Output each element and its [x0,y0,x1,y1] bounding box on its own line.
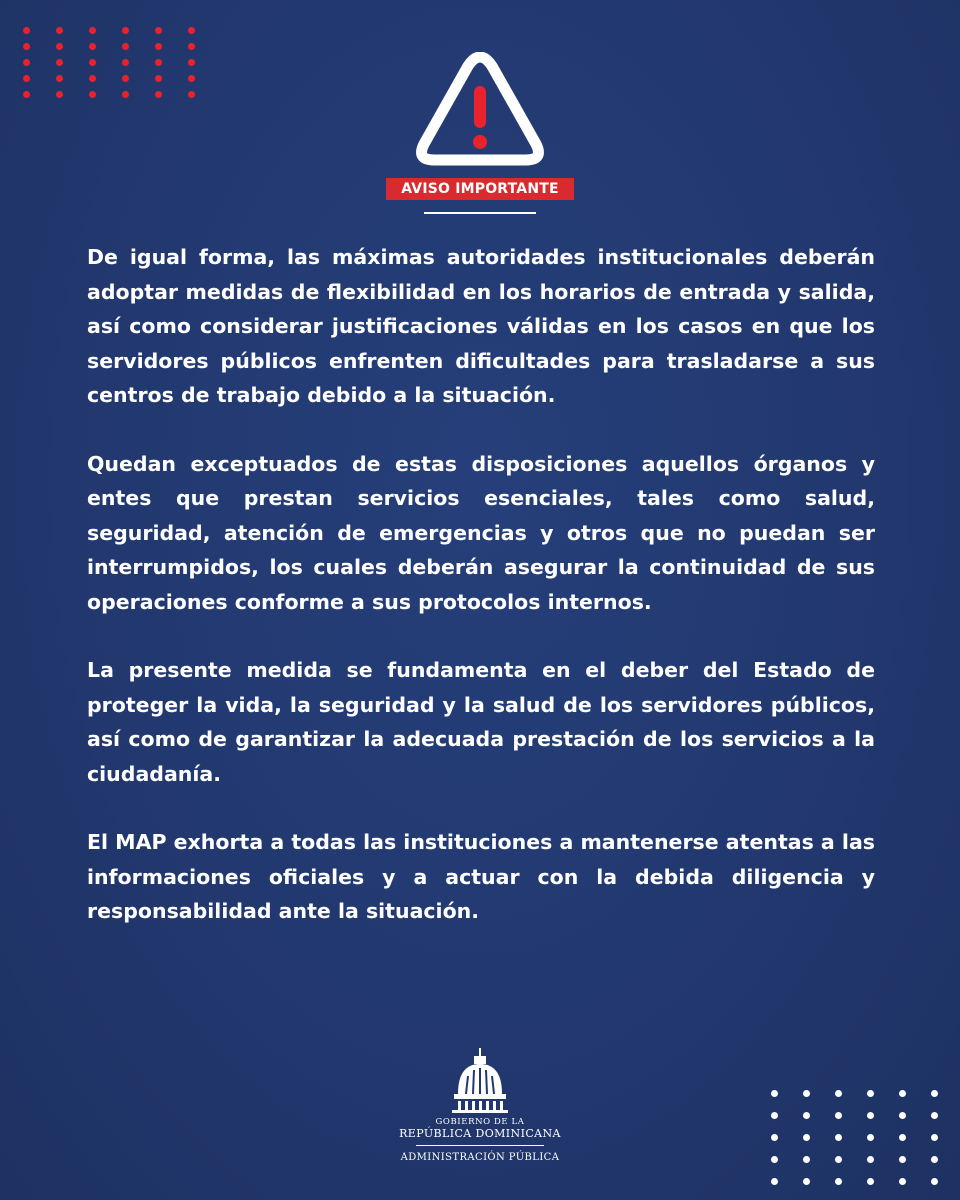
paragraph-1: De igual forma, las máximas autoridades institucionales deberán adoptar medidas de flexibilidad en los horarios de entrada y salida, así como considerar justificaciones válidas en los casos en que los servidores públicos enfrenten dificultades para trasladarse a sus centros de trabajo debido a la situación. [87,245,875,407]
decorative-dot [899,1112,906,1119]
decorative-dot [835,1090,842,1097]
decorative-dot [771,1178,778,1185]
decorative-dot [899,1090,906,1097]
logo-divider [416,1145,544,1146]
decorative-dot [122,43,129,50]
decorative-dot [835,1178,842,1185]
decorative-dot [122,75,129,82]
decorative-dot [56,75,63,82]
decorative-dot [867,1090,874,1097]
decorative-dot [931,1156,938,1163]
decorative-dot [23,27,30,34]
decorative-dot [188,59,195,66]
decorative-dot [89,75,96,82]
decorative-dot [899,1156,906,1163]
logo-text-gobierno: GOBIERNO DE LA [435,1117,525,1127]
decorative-dot [835,1134,842,1141]
decorative-dot [23,75,30,82]
decorative-dot [931,1090,938,1097]
decorative-dot [835,1156,842,1163]
decorative-dot [931,1134,938,1141]
government-dome-icon [452,1048,508,1114]
decorative-dot [803,1134,810,1141]
decorative-dot [23,91,30,98]
decorative-dot [56,43,63,50]
decorative-dot [899,1134,906,1141]
decorative-dot [188,75,195,82]
decorative-dot [867,1134,874,1141]
decorative-dot [89,59,96,66]
decorative-dot [867,1156,874,1163]
decorative-dot [155,75,162,82]
decorative-dot [771,1112,778,1119]
paragraph-3: La presente medida se fundamenta en el deber del Estado de proteger la vida, la seguridad y la salud de los servidores públicos, así como de garantizar la adecuada prestación de los servicios a la ciudadanía. [87,658,875,786]
decorative-dot [867,1178,874,1185]
decorative-dot [803,1090,810,1097]
decorative-dot [155,43,162,50]
notice-badge: AVISO IMPORTANTE [386,178,574,200]
decorative-dot [122,27,129,34]
decorative-dot [188,91,195,98]
paragraph-4: El MAP exhorta a todas las instituciones a mantenerse atentas a las informaciones oficiales y a actuar con la debida diligencia y responsabilidad ante la situación. [87,830,875,923]
government-logo [390,1048,570,1168]
decorative-dot [155,91,162,98]
decorative-dot [188,27,195,34]
decorative-dot [122,91,129,98]
decorative-dot [122,59,129,66]
logo-text-republica: REPÚBLICA DOMINICANA [399,1127,561,1140]
decorative-dot [56,91,63,98]
decorative-dot [931,1112,938,1119]
decorative-dot [56,27,63,34]
decorative-dot [89,27,96,34]
badge-underline [424,212,536,214]
decorative-dot [803,1178,810,1185]
decorative-dot [771,1156,778,1163]
decorative-white-dots [758,1082,950,1192]
decorative-dot [931,1178,938,1185]
logo-text-administracion: ADMINISTRACIÓN PÚBLICA [400,1152,560,1163]
decorative-red-dots [10,22,208,102]
decorative-dot [155,27,162,34]
decorative-dot [899,1178,906,1185]
decorative-dot [56,59,63,66]
decorative-dot [23,43,30,50]
decorative-dot [188,43,195,50]
decorative-dot [771,1090,778,1097]
decorative-dot [155,59,162,66]
decorative-dot [867,1112,874,1119]
decorative-dot [23,59,30,66]
decorative-dot [835,1112,842,1119]
paragraph-2: Quedan exceptuados de estas disposiciones aquellos órganos y entes que prestan servicios esenciales, tales como salud, seguridad, atención de emergencias y otros que no puedan ser interrumpidos, los cuales deberán asegurar la continuidad de sus operaciones conforme a sus protocolos internos. [87,451,875,614]
decorative-dot [89,43,96,50]
warning-triangle-icon [416,52,544,168]
decorative-dot [803,1156,810,1163]
decorative-dot [771,1134,778,1141]
decorative-dot [803,1112,810,1119]
notice-body [87,240,875,963]
decorative-dot [89,91,96,98]
